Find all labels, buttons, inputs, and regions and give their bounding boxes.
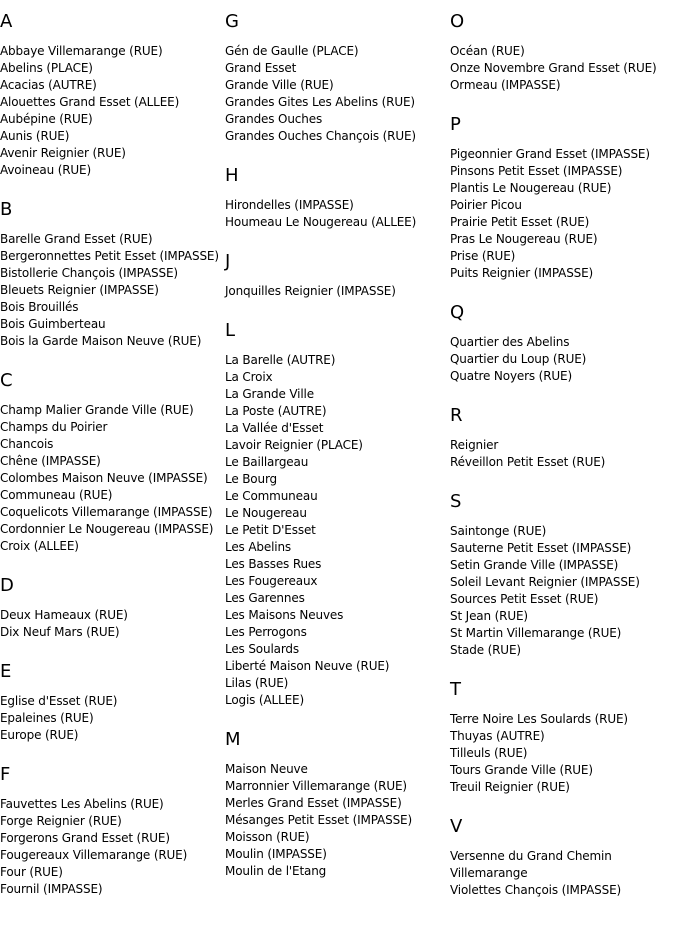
street-list bbox=[450, 437, 672, 471]
street-name: Hirondelles (IMPASSE) bbox=[225, 198, 354, 212]
street-name: Gén de Gaulle (PLACE) bbox=[225, 44, 359, 58]
letter-section bbox=[225, 727, 447, 880]
street-name: Thuyas (AUTRE) bbox=[450, 729, 545, 743]
street-name: Reignier bbox=[450, 438, 499, 452]
street-name: Deux Hameaux (RUE) bbox=[0, 608, 128, 622]
street-name: Onze Novembre Grand Esset (RUE) bbox=[450, 61, 657, 75]
street-name: Grandes Ouches Chançois (RUE) bbox=[225, 129, 416, 143]
street-name: Chancois bbox=[0, 437, 54, 451]
letter-heading: M bbox=[225, 729, 241, 750]
letter-section bbox=[0, 9, 222, 179]
street-name: Prise (RUE) bbox=[450, 249, 516, 263]
street-name: Setin Grande Ville (IMPASSE) bbox=[450, 558, 619, 572]
street-name: Moisson (RUE) bbox=[225, 830, 310, 844]
street-name: Lavoir Reignier (PLACE) bbox=[225, 438, 363, 452]
street-name: Tours Grande Ville (RUE) bbox=[450, 763, 593, 777]
street-name: Les Perrogons bbox=[225, 625, 307, 639]
street-list bbox=[225, 43, 447, 145]
street-name: Merles Grand Esset (IMPASSE) bbox=[225, 796, 402, 810]
street-name: Dix Neuf Mars (RUE) bbox=[0, 625, 120, 639]
street-name: St Martin Villemarange (RUE) bbox=[450, 626, 622, 640]
letter-section bbox=[450, 112, 672, 282]
street-name: Fougereaux Villemarange (RUE) bbox=[0, 848, 188, 862]
street-name: Houmeau Le Nougereau (ALLEE) bbox=[225, 215, 417, 229]
street-name: Puits Reignier (IMPASSE) bbox=[450, 266, 594, 280]
street-name: Grand Esset bbox=[225, 61, 297, 75]
street-index-column-1 bbox=[0, 9, 222, 898]
street-list bbox=[225, 197, 447, 231]
street-list bbox=[450, 848, 672, 899]
street-name: Les Abelins bbox=[225, 540, 292, 554]
street-name: Sources Petit Esset (RUE) bbox=[450, 592, 599, 606]
street-name: Abelins (PLACE) bbox=[0, 61, 93, 75]
street-index-column-2 bbox=[225, 9, 447, 880]
letter-section bbox=[450, 300, 672, 385]
street-list bbox=[450, 711, 672, 796]
street-name: Cordonnier Le Nougereau (IMPASSE) bbox=[0, 522, 214, 536]
street-name: Aubépine (RUE) bbox=[0, 112, 93, 126]
letter-heading: E bbox=[0, 661, 12, 682]
street-name: Ormeau (IMPASSE) bbox=[450, 78, 561, 92]
letter-section bbox=[0, 573, 222, 641]
street-name: Coquelicots Villemarange (IMPASSE) bbox=[0, 505, 213, 519]
street-name: Forge Reignier (RUE) bbox=[0, 814, 122, 828]
street-name: Four (RUE) bbox=[0, 865, 63, 879]
letter-heading: B bbox=[0, 199, 13, 220]
street-list bbox=[450, 43, 672, 94]
street-name: La Grande Ville bbox=[225, 387, 314, 401]
street-name: Le Communeau bbox=[225, 489, 318, 503]
letter-heading: T bbox=[450, 679, 461, 700]
street-name: St Jean (RUE) bbox=[450, 609, 528, 623]
street-name: Soleil Levant Reignier (IMPASSE) bbox=[450, 575, 640, 589]
street-name: Tilleuls (RUE) bbox=[450, 746, 528, 760]
letter-section bbox=[450, 489, 672, 659]
street-name: Grandes Ouches bbox=[225, 112, 323, 126]
street-name: Pras Le Nougereau (RUE) bbox=[450, 232, 598, 246]
street-list bbox=[0, 231, 222, 350]
letter-section bbox=[450, 677, 672, 796]
letter-section bbox=[450, 814, 672, 899]
street-name: Le Baillargeau bbox=[225, 455, 309, 469]
street-index-column-3 bbox=[450, 9, 672, 899]
street-name: Liberté Maison Neuve (RUE) bbox=[225, 659, 390, 673]
letter-heading: A bbox=[0, 11, 13, 32]
street-name: Sauterne Petit Esset (IMPASSE) bbox=[450, 541, 632, 555]
street-name: Les Maisons Neuves bbox=[225, 608, 344, 622]
street-name: Acacias (AUTRE) bbox=[0, 78, 97, 92]
letter-heading: R bbox=[450, 405, 463, 426]
street-name: Les Basses Rues bbox=[225, 557, 322, 571]
street-list bbox=[225, 283, 447, 300]
street-name: Pigeonnier Grand Esset (IMPASSE) bbox=[450, 147, 650, 161]
letter-section bbox=[450, 9, 672, 94]
street-name: Champ Malier Grande Ville (RUE) bbox=[0, 403, 194, 417]
street-name: Logis (ALLEE) bbox=[225, 693, 304, 707]
street-list bbox=[0, 402, 222, 555]
street-name: Les Fougereaux bbox=[225, 574, 318, 588]
letter-heading: F bbox=[0, 764, 11, 785]
street-name: Fournil (IMPASSE) bbox=[0, 882, 103, 896]
street-name: Bois la Garde Maison Neuve (RUE) bbox=[0, 334, 202, 348]
letter-section bbox=[0, 368, 222, 555]
street-name: Bistollerie Chançois (IMPASSE) bbox=[0, 266, 178, 280]
street-name: Plantis Le Nougereau (RUE) bbox=[450, 181, 612, 195]
street-name: Chêne (IMPASSE) bbox=[0, 454, 101, 468]
street-name: Versenne du Grand Chemin Villemarange bbox=[450, 849, 612, 880]
street-list bbox=[225, 761, 447, 880]
street-name: Les Garennes bbox=[225, 591, 305, 605]
street-name: La Vallée d'Esset bbox=[225, 421, 324, 435]
street-name: La Croix bbox=[225, 370, 273, 384]
street-name: Stade (RUE) bbox=[450, 643, 521, 657]
street-list bbox=[0, 43, 222, 179]
street-name: Avenir Reignier (RUE) bbox=[0, 146, 126, 160]
street-name: Alouettes Grand Esset (ALLEE) bbox=[0, 95, 180, 109]
letter-section bbox=[225, 163, 447, 231]
street-name: Les Soulards bbox=[225, 642, 299, 656]
street-name: Bois Brouillés bbox=[0, 300, 79, 314]
street-name: Colombes Maison Neuve (IMPASSE) bbox=[0, 471, 208, 485]
street-name: Terre Noire Les Soulards (RUE) bbox=[450, 712, 628, 726]
letter-heading: Q bbox=[450, 302, 465, 323]
street-name: Le Petit D'Esset bbox=[225, 523, 316, 537]
street-list bbox=[0, 796, 222, 898]
letter-heading: G bbox=[225, 11, 239, 32]
letter-section bbox=[225, 9, 447, 145]
street-name: Poirier Picou bbox=[450, 198, 522, 212]
street-name: Marronnier Villemarange (RUE) bbox=[225, 779, 407, 793]
street-name: Quatre Noyers (RUE) bbox=[450, 369, 572, 383]
street-name: Océan (RUE) bbox=[450, 44, 525, 58]
street-name: La Barelle (AUTRE) bbox=[225, 353, 336, 367]
letter-heading: S bbox=[450, 491, 462, 512]
street-list bbox=[0, 607, 222, 641]
street-list bbox=[450, 334, 672, 385]
street-name: Eglise d'Esset (RUE) bbox=[0, 694, 118, 708]
street-name: Barelle Grand Esset (RUE) bbox=[0, 232, 153, 246]
street-name: Le Nougereau bbox=[225, 506, 307, 520]
street-list bbox=[0, 693, 222, 744]
street-name: Quartier des Abelins bbox=[450, 335, 570, 349]
street-name: Aunis (RUE) bbox=[0, 129, 70, 143]
letter-section bbox=[0, 762, 222, 898]
street-name: Europe (RUE) bbox=[0, 728, 79, 742]
street-name: Abbaye Villemarange (RUE) bbox=[0, 44, 163, 58]
street-name: Bois Guimberteau bbox=[0, 317, 106, 331]
letter-heading: H bbox=[225, 165, 239, 186]
street-name: Champs du Poirier bbox=[0, 420, 108, 434]
street-list bbox=[450, 523, 672, 659]
street-name: Grande Ville (RUE) bbox=[225, 78, 334, 92]
letter-heading: P bbox=[450, 114, 461, 135]
letter-heading: J bbox=[225, 251, 231, 272]
street-name: Grandes Gites Les Abelins (RUE) bbox=[225, 95, 415, 109]
street-name: Prairie Petit Esset (RUE) bbox=[450, 215, 590, 229]
street-name: Fauvettes Les Abelins (RUE) bbox=[0, 797, 164, 811]
letter-section bbox=[450, 403, 672, 471]
street-name: Réveillon Petit Esset (RUE) bbox=[450, 455, 606, 469]
street-name: Moulin de l'Etang bbox=[225, 864, 327, 878]
street-name: Jonquilles Reignier (IMPASSE) bbox=[225, 284, 396, 298]
street-name: Bergeronnettes Petit Esset (IMPASSE) bbox=[0, 249, 219, 263]
street-name: Violettes Chançois (IMPASSE) bbox=[450, 883, 622, 897]
street-name: Mésanges Petit Esset (IMPASSE) bbox=[225, 813, 413, 827]
letter-section bbox=[0, 659, 222, 744]
street-name: Forgerons Grand Esset (RUE) bbox=[0, 831, 170, 845]
letter-heading: O bbox=[450, 11, 465, 32]
letter-heading: V bbox=[450, 816, 463, 837]
street-name: Moulin (IMPASSE) bbox=[225, 847, 327, 861]
street-name: Maison Neuve bbox=[225, 762, 308, 776]
street-name: Quartier du Loup (RUE) bbox=[450, 352, 587, 366]
street-list bbox=[450, 146, 672, 282]
street-name: Croix (ALLEE) bbox=[0, 539, 79, 553]
street-name: Communeau (RUE) bbox=[0, 488, 113, 502]
street-name: Pinsons Petit Esset (IMPASSE) bbox=[450, 164, 623, 178]
street-name: Le Bourg bbox=[225, 472, 277, 486]
street-name: Bleuets Reignier (IMPASSE) bbox=[0, 283, 159, 297]
street-name: Lilas (RUE) bbox=[225, 676, 289, 690]
street-name: Avoineau (RUE) bbox=[0, 163, 92, 177]
street-name: La Poste (AUTRE) bbox=[225, 404, 327, 418]
letter-heading: C bbox=[0, 370, 13, 391]
letter-heading: L bbox=[225, 320, 236, 341]
street-name: Epaleines (RUE) bbox=[0, 711, 94, 725]
street-name: Treuil Reignier (RUE) bbox=[450, 780, 570, 794]
letter-section bbox=[225, 318, 447, 709]
street-name: Saintonge (RUE) bbox=[450, 524, 547, 538]
street-list bbox=[225, 352, 447, 709]
letter-section bbox=[225, 249, 447, 300]
letter-heading: D bbox=[0, 575, 14, 596]
letter-section bbox=[0, 197, 222, 350]
